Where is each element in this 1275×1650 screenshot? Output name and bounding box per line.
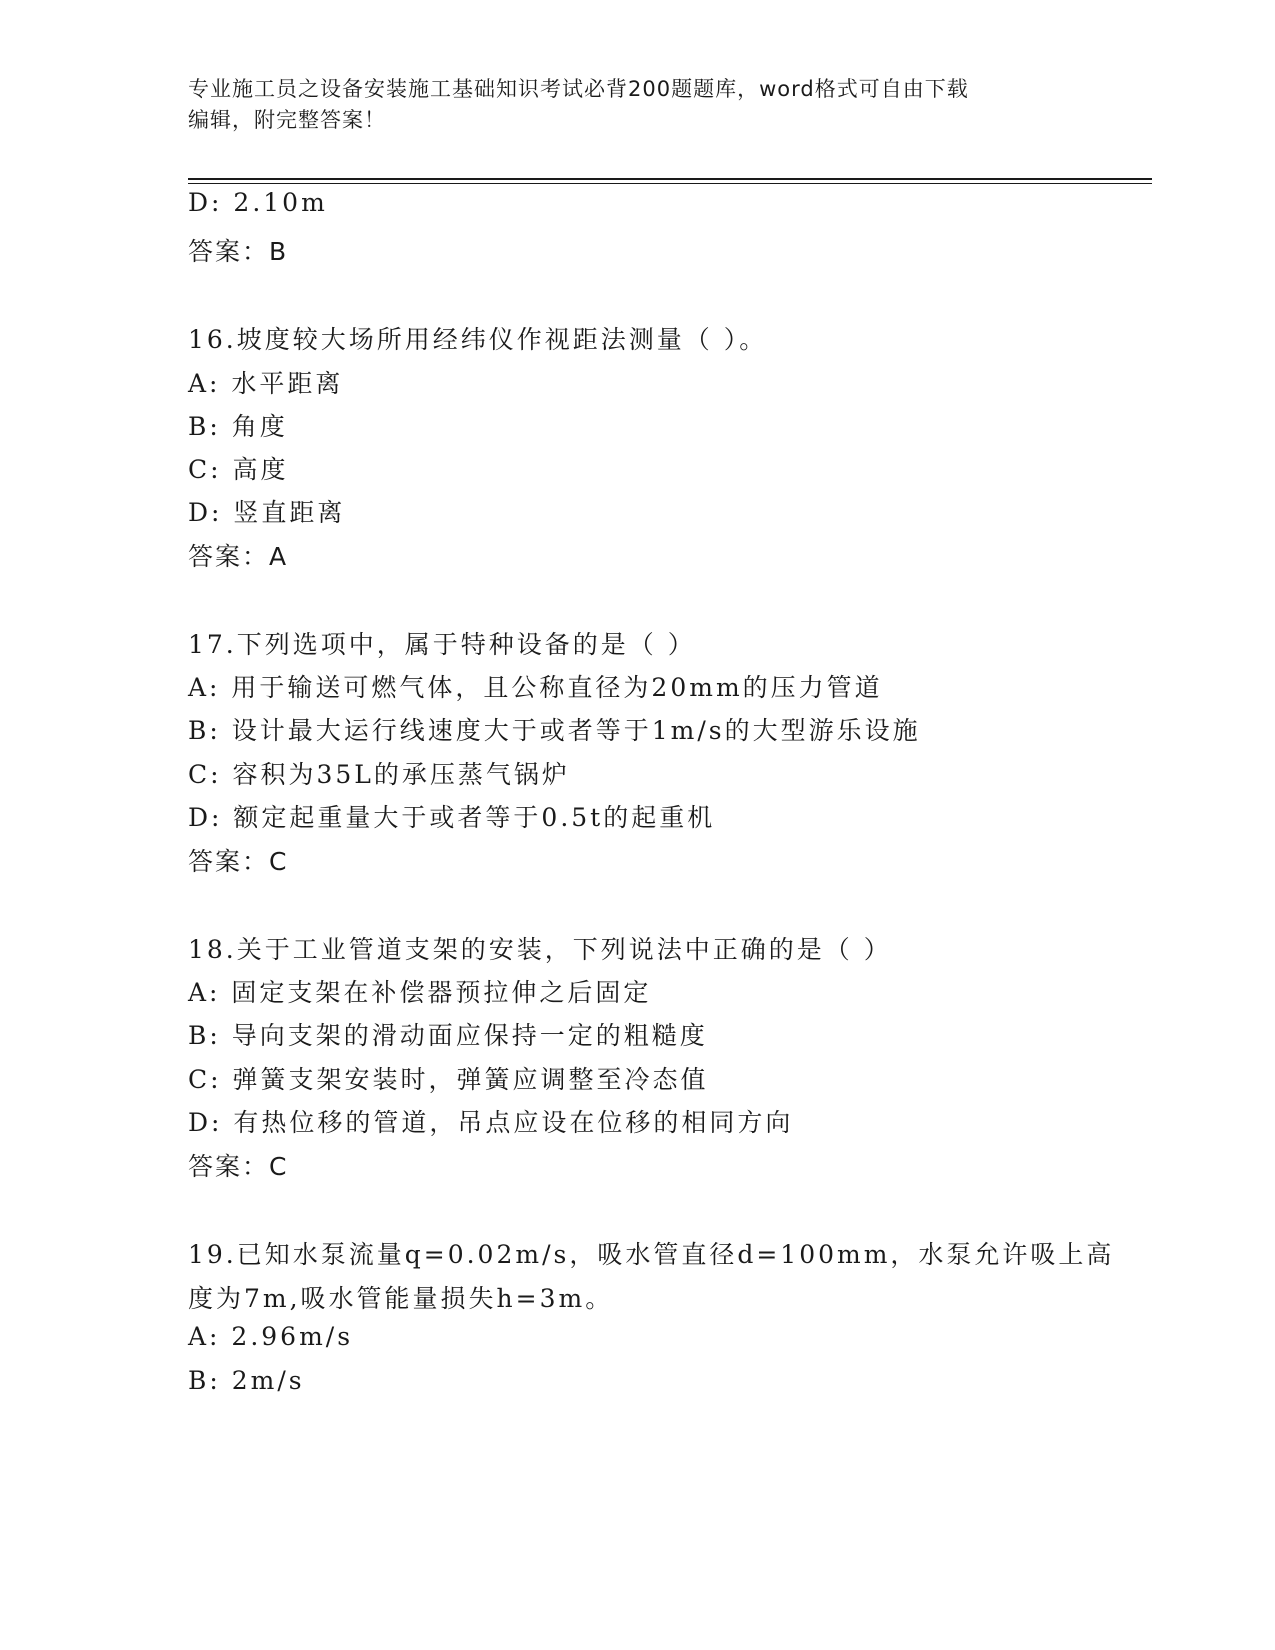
header-divider-thin xyxy=(188,183,1152,184)
q16-stem: 16.坡度较大场所用经纬仪作视距法测量（ ）。 xyxy=(188,325,768,354)
prev-answer: 答案：B xyxy=(188,237,289,266)
q18-option-b: B: 导向支架的滑动面应保持一定的粗糙度 xyxy=(188,1021,708,1050)
q18-option-a: A: 固定支架在补偿器预拉伸之后固定 xyxy=(188,978,652,1007)
q16-option-c: C: 高度 xyxy=(188,455,289,484)
header-title-line2: 编辑，附完整答案！ xyxy=(188,108,386,132)
q17-answer: 答案：C xyxy=(188,847,289,876)
q19-stem-line2: 度为7m,吸水管能量损失h=3m。 xyxy=(188,1284,614,1313)
page-header xyxy=(188,74,1088,136)
header-divider-thick xyxy=(188,178,1152,180)
q18-option-c: C: 弹簧支架安装时，弹簧应调整至冷态值 xyxy=(188,1065,709,1094)
q17-option-b: B: 设计最大运行线速度大于或者等于1m/s的大型游乐设施 xyxy=(188,716,921,745)
prev-option-d: D: 2.10m xyxy=(188,188,328,217)
q19-option-b: B: 2m/s xyxy=(188,1366,305,1395)
q18-stem: 18.关于工业管道支架的安装，下列说法中正确的是（ ） xyxy=(188,935,892,964)
header-title-line1: 专业施工员之设备安装施工基础知识考试必背200题题库，word格式可自由下载 xyxy=(188,77,969,101)
q17-option-a: A: 用于输送可燃气体，且公称直径为20mm的压力管道 xyxy=(188,673,883,702)
q17-stem: 17.下列选项中，属于特种设备的是（ ） xyxy=(188,630,696,659)
q19-stem-line1: 19.已知水泵流量q=0.02m/s，吸水管直径d=100mm，水泵允许吸上高 xyxy=(188,1240,1115,1269)
q18-answer: 答案：C xyxy=(188,1152,289,1181)
q16-option-b: B: 角度 xyxy=(188,412,288,441)
q19-option-a: A: 2.96m/s xyxy=(188,1322,354,1351)
q17-option-c: C: 容积为35L的承压蒸气锅炉 xyxy=(188,760,570,789)
q17-option-d: D: 额定起重量大于或者等于0.5t的起重机 xyxy=(188,803,716,832)
q16-option-d: D: 竖直距离 xyxy=(188,498,346,527)
q16-answer: 答案：A xyxy=(188,542,289,571)
q16-option-a: A: 水平距离 xyxy=(188,369,344,398)
q18-option-d: D: 有热位移的管道，吊点应设在位移的相同方向 xyxy=(188,1108,794,1137)
